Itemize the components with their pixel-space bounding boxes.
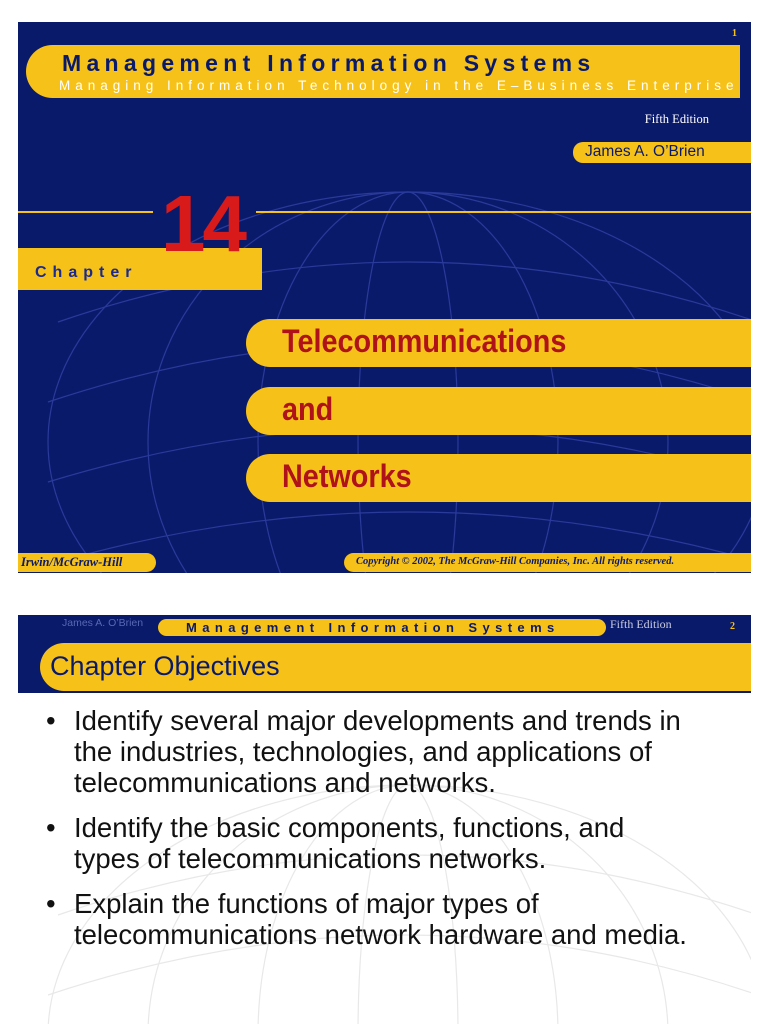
publisher-banner — [18, 553, 156, 572]
slide-heading: Chapter Objectives — [50, 651, 280, 681]
publisher-name: Irwin/McGraw-Hill — [21, 555, 123, 569]
chapter-number: 14 — [161, 179, 244, 268]
edition-label: Fifth Edition — [644, 112, 709, 126]
course-subtitle: Managing Information Technology in the E–Business Enterprise — [59, 78, 739, 93]
topic-line: Telecommunications — [282, 323, 567, 359]
topic-banner — [246, 387, 751, 435]
list-item: • Explain the functions of major types of telecommunications network hardware and media. — [18, 888, 694, 950]
divider-line — [256, 211, 751, 213]
copyright-banner — [344, 553, 751, 572]
objectives-list — [18, 705, 751, 964]
author-name: James A. O’Brien — [585, 143, 705, 160]
chapter-label: Chapter — [35, 264, 138, 281]
copyright-text: Copyright © 2002, The McGraw-Hill Companies, Inc. All rights reserved. — [356, 556, 675, 567]
topic-line: and — [282, 391, 334, 427]
course-title-banner — [26, 45, 740, 98]
topic-line: Networks — [282, 458, 412, 494]
heading-banner — [40, 643, 751, 691]
slide-number: 1 — [732, 28, 737, 39]
edition-label: Fifth Edition — [610, 617, 672, 631]
divider-line — [18, 211, 153, 213]
slide-header — [18, 615, 751, 693]
slide-number: 2 — [730, 621, 735, 632]
author-name: James A. O’Brien — [62, 617, 144, 629]
title-slide — [18, 22, 751, 573]
topic-banner — [246, 319, 751, 367]
topic-banner — [246, 454, 751, 502]
course-title: Management Information Systems — [186, 620, 560, 635]
list-item: • Identify several major developments and trends in the industries, technologies, and applications of telecommunications and networks. — [18, 705, 694, 798]
objectives-slide — [18, 615, 751, 1024]
course-title: Management Information Systems — [62, 50, 596, 76]
course-title-banner — [158, 619, 606, 636]
author-banner — [573, 142, 751, 163]
list-item: • Identify the basic components, functions, and types of telecommunications networks. — [18, 812, 694, 874]
